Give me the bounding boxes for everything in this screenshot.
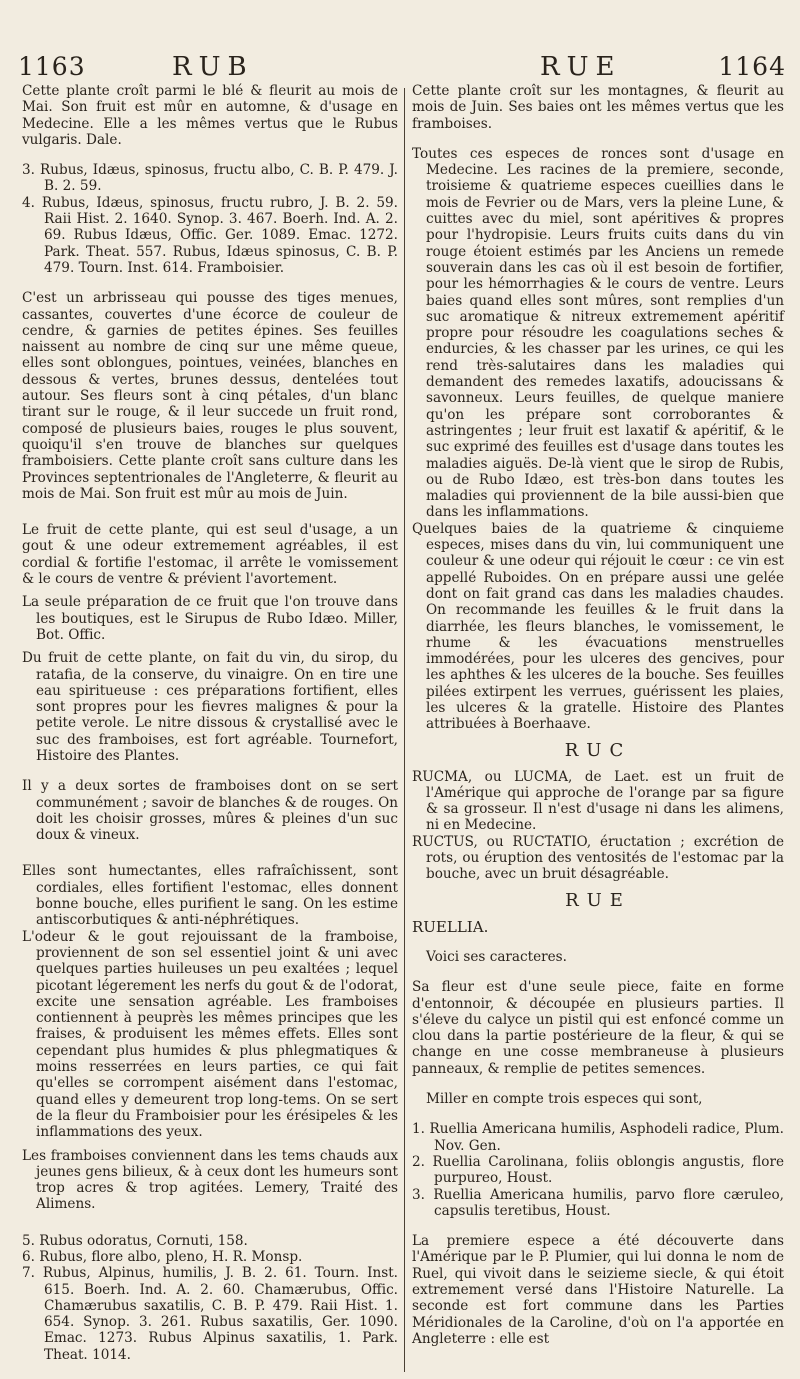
paragraph: Le fruit de cette plante, qui est seul d'usage, a un gout & une odeur extremement agréables, il est cordial & fortifie l'estomac, il arrête le vomissement & le cours de ventre & prévient l'avortement. — [22, 522, 398, 588]
paragraph: La premiere espece a été découverte dans l'Amérique par le P. Plumier, qui lui donna le nom de Ruel, qui vivoit dans le seizieme siecle, & qui étoit extremement versé dans l'Histoire Naturelle. La seconde est fort commune dans les Parties Méridionales de la Caroline, d'où on l'a apportée en Angleterre : elle est — [412, 1233, 784, 1347]
species-entry: 6. Rubus, flore albo, pleno, H. R. Monsp. — [22, 1249, 303, 1265]
left-running-head: RUB — [172, 52, 254, 82]
left-column — [22, 83, 398, 1363]
paragraph: Cette plante croît sur les montagnes, & fleurit au mois de Juin. Ses baies ont les mêmes vertus que les framboises. — [412, 83, 784, 132]
section-heading-rue: RUE — [565, 889, 631, 911]
column-divider — [404, 88, 405, 1372]
paragraph: Cette plante croît parmi le blé & fleurit au mois de Mai. Son fruit est mûr en automne, & d'usage en Medecine. Elle a les mêmes vertus que le Rubus vulgaris. Dale. — [22, 83, 398, 148]
species-entry: 7. Rubus, Alpinus, humilis, J. B. 2. 61. Tourn. Inst. 615. Boerh. Ind. A. 2. 60. Chamærubus, Offic. Chamærubus saxatilis, C. B. P. 479. Raii Hist. 1. 654. Synop. 3. 261. Rubus saxatilis, Ger. 1090. Emac. 1273. Rubus Alpinus saxatilis, 1. Park. Theat. 1014. — [22, 1265, 398, 1363]
paragraph: Les framboises conviennent dans les tems chauds aux jeunes gens bilieux, & à ceux dont les humeurs sont trop acres & trop agitées. Lemery, Traité des Alimens. — [22, 1147, 398, 1213]
dictionary-entry: RUCTUS, ou RUCTATIO, éructation ; excrétion de rots, ou éruption des ventosités de l'estomac par la bouche, avec un bruit désagréable. — [412, 833, 784, 883]
dictionary-entry: RUCMA, ou LUCMA, de Laet. est un fruit de l'Amérique qui approche de l'orange par sa figure & sa grosseur. Il n'est d'usage ni dans les alimens, ni en Medecine. — [412, 768, 784, 834]
right-column — [412, 83, 784, 1347]
species-entry: 2. Ruellia Carolinana, foliis oblongis angustis, flore purpureo, Houst. — [412, 1153, 784, 1187]
species-entry: 4. Rubus, Idæus, spinosus, fructu rubro, J. B. 2. 59. Raii Hist. 2. 1640. Synop. 3. 467. Boerh. Ind. A. 2. 69. Rubus Idæus, Offic. Ger. 1089. Emac. 1272. Park. Theat. 557. Rubus, Idæus spinosus, C. B. P. 479. Tourn. Inst. 614. Framboisier. — [22, 194, 398, 276]
right-page-number: 1164 — [718, 52, 786, 81]
paragraph: Sa fleur est d'une seule piece, faite en forme d'entonnoir, & découpée en plusieurs parties. Il s'éleve du calyce un pistil qui est enfoncé comme un clou dans la partie postérieure de la fleur, & qui se change en une cosse membraneuse à plusieurs panneaux, & remplie de petites semences. — [412, 979, 784, 1077]
species-entry: 3. Ruellia Americana humilis, parvo flore cæruleo, capsulis teretibus, Houst. — [412, 1186, 784, 1219]
species-entry: 5. Rubus odoratus, Cornuti, 158. — [22, 1232, 248, 1249]
paragraph: Toutes ces especes de ronces sont d'usage en Medecine. Les racines de la premiere, seconde, troisieme & quatrieme especes cueillies dans le mois de Fevrier ou de Mars, vers la pleine Lune, & cuittes avec du miel, sont apéritives & propres pour l'hydropisie. Leurs fruits cuits dans du vin rouge étoient estimés par les Anciens un remede souverain dans les cas où il est besoin de fortifier, pour les hémorrhagies & le cours de ventre. Leurs baies quand elles sont mûres, sont remplies d'un suc aromatique & nitreux extremement apéritif propre pour résoudre les coagulations seches & endurcies, & les chasser par les urines, ce qui les rend très-salutaires dans les maladies qui demandent des remedes laxatifs, adoucissans & savonneux. Leurs feuilles, de quelque maniere qu'on les prépare sont corroborantes & astringentes ; leur fruit est laxatif & apéritif, & le suc exprimé des feuilles est d'usage dans toutes les maladies aiguës. De-là vient que le sirop de Rubis, ou de Rubo Idæo, est très-bon dans toutes les maladies qui proviennent de la bile aussi-bien que dans les inflammations. — [412, 145, 784, 521]
paragraph: L'odeur & le gout rejouissant de la framboise, proviennent de son sel essentiel joint & uni avec quelques parties huileuses un peu exaltées ; lequel picotant légerement les nerfs du gout & de l'odorat, excite une sensation agréable. Les framboises contiennent à peuprès les mêmes principes que les fraises, & produisent les mêmes effets. Elles sont cependant plus humides & plus phlegmatiques & moins resserrées en leurs parties, ce qui fait qu'elles se corrompent aisément dans l'estomac, quand elles y demeurent trop long-tems. On se sert de la fleur du Framboisier pour les érésipeles & les inflammations des yeux. — [22, 928, 398, 1141]
paragraph: Du fruit de cette plante, on fait du vin, du sirop, du ratafia, de la conserve, du vinaigre. On en tire une eau spiritueuse : ces préparations fortifient, elles sont propres pour les fievres malignes & pour la petite verole. Le nitre dissous & crystallisé avec le suc des framboises, est fort agréable. Tournefort, Histoire des Plantes. — [22, 650, 398, 764]
species-entry: 1. Ruellia Americana humilis, Asphodeli radice, Plum. Nov. Gen. — [412, 1121, 784, 1154]
paragraph: Voici ses caracteres. — [426, 948, 567, 965]
dictionary-entry-title: RUELLIA. — [412, 917, 489, 936]
right-running-head: RUE — [540, 52, 622, 82]
paragraph: Quelques baies de la quatrieme & cinquieme especes, mises dans du vin, lui communiquent une couleur & une odeur qui réjouit le cœur : ce vin est appellé Ruboides. On en prépare aussi une gelée dont on fait grand cas dans les maladies chaudes. On recommande les feuilles & le fruit dans la diarrhée, les fleurs blanches, le vomissement, le rhume & les évacuations menstruelles immodérées, pour les ulceres des gencives, pour les aphthes & les ulceres de la bouche. Ses feuilles pilées extirpent les verrues, guérissent les plaies, les ulceres & la gratelle. Histoire des Plantes attribuées à Boerhaave. — [412, 520, 784, 733]
paragraph: Il y a deux sortes de framboises dont on se sert communément ; savoir de blanches & de rouges. On doit les choisir grosses, mûres & pleines d'un suc doux & vineux. — [22, 778, 398, 844]
left-page-number: 1163 — [18, 52, 86, 81]
species-entry: 3. Rubus, Idæus, spinosus, fructu albo, C. B. P. 479. J. B. 2. 59. — [22, 162, 398, 195]
paragraph: Elles sont humectantes, elles rafraîchissent, sont cordiales, elles fortifient l'estomac, elles donnent bonne bouche, elles purifient le sang. On les estime antiscorbutiques & anti-néphrétiques. — [22, 863, 398, 929]
section-heading-ruc: RUC — [564, 739, 632, 761]
paragraph: Miller en compte trois especes qui sont, — [426, 1091, 703, 1108]
paragraph: La seule préparation de ce fruit que l'on trouve dans les boutiques, est le Sirupus de Rubo Idæo. Miller, Bot. Offic. — [22, 594, 398, 643]
paragraph: C'est un arbrisseau qui pousse des tiges menues, cassantes, couvertes d'une écorce de couleur de cendre, & garnies de petites épines. Ses feuilles naissent au nombre de cinq sur une même queue, elles sont oblongues, pointues, veinées, blanches en dessous & vertes, brunes dessus, dentelées tout autour. Ses fleurs sont à cinq pétales, d'un blanc tirant sur le rouge, & il leur succede un fruit rond, composé de plusieurs baies, rouges le plus souvent, quoiqu'il s'en trouve de blanches sur quelques framboisiers. Cette plante croît sans culture dans les Provinces septentrionales de l'Angleterre, & fleurit au mois de Mai. Son fruit est mûr au mois de Juin. — [22, 290, 398, 502]
